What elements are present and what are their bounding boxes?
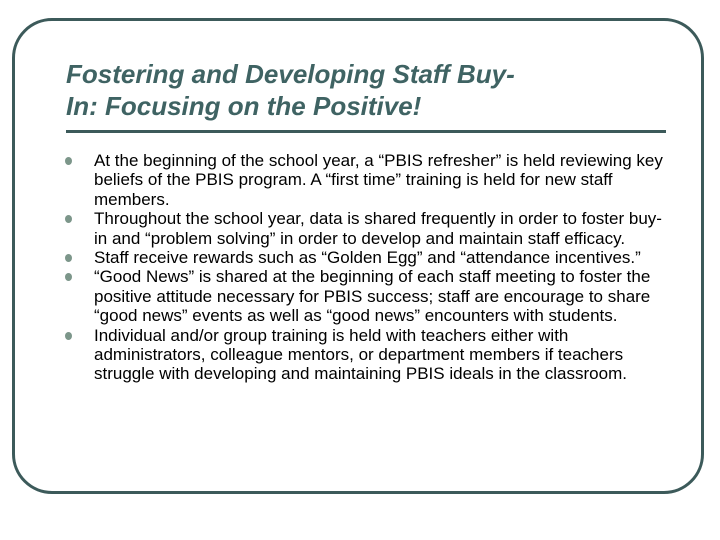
bullet-item bbox=[62, 326, 672, 384]
bullet-dot-icon bbox=[65, 273, 72, 281]
slide-title bbox=[66, 58, 676, 122]
bullet-text: Throughout the school year, data is shared frequently in order to foster buy-in and “problem solving” in order to develop and maintain staff efficacy. bbox=[94, 209, 662, 248]
title-line-1: Fostering and Developing Staff Buy- bbox=[66, 59, 515, 89]
bullet-dot-icon bbox=[65, 157, 72, 165]
bullet-item bbox=[62, 267, 672, 325]
title-divider bbox=[66, 130, 666, 133]
bullet-dot-icon bbox=[65, 215, 72, 223]
title-line-2: In: Focusing on the Positive! bbox=[66, 91, 422, 121]
bullet-text: Individual and/or group training is held with teachers either with administrators, colleague mentors, or department members if teachers struggle with developing and maintaining PBIS ideals in the classroom. bbox=[94, 325, 627, 384]
bullet-dot-icon bbox=[65, 332, 72, 340]
bullet-item bbox=[62, 209, 672, 248]
bullet-text: “Good News” is shared at the beginning of each staff meeting to foster the positive attitude necessary for PBIS success; staff are encourage to share “good news” events as well as “good news” encounters with students. bbox=[94, 267, 651, 326]
bullet-list bbox=[62, 151, 672, 384]
bullet-item bbox=[62, 248, 672, 267]
bullet-dot-icon bbox=[65, 254, 72, 262]
bullet-item bbox=[62, 151, 672, 209]
bullet-text: Staff receive rewards such as “Golden Egg” and “attendance incentives.” bbox=[94, 248, 641, 268]
bullet-text: At the beginning of the school year, a “PBIS refresher” is held reviewing key beliefs of the PBIS program. A “first time” training is held for new staff members. bbox=[94, 151, 663, 209]
